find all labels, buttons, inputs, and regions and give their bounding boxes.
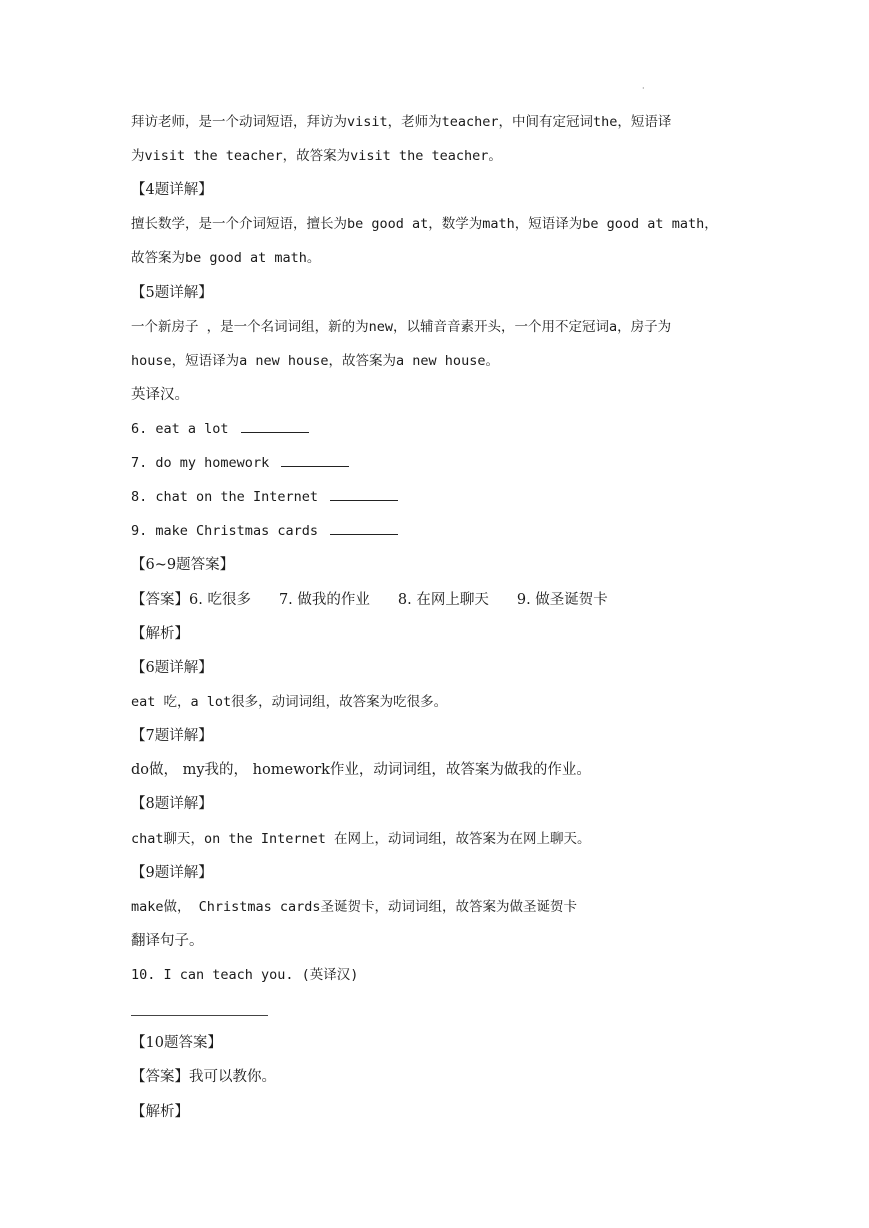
answer-heading-10: 【10题答案】 — [131, 1035, 222, 1051]
detail-heading-8: 【8题详解】 — [131, 796, 213, 812]
explanation-line-5b: house，短语译为a new house，故答案为a new house。 — [131, 353, 499, 369]
question-9 — [131, 521, 751, 541]
question-text: eat a lot — [155, 421, 229, 437]
question-7 — [131, 453, 751, 473]
explanation-line-4a: 擅长数学，是一个介词短语，擅长为be good at，数学为math，短语译为be good at math， — [131, 216, 718, 232]
answer-blank — [281, 454, 349, 467]
detail-heading-9: 【9题详解】 — [131, 865, 213, 881]
explanation-line-3a: 拜访老师，是一个动词短语，拜访为visit，老师为teacher，中间有定冠词the，短语译 — [131, 114, 672, 130]
analysis-heading-10: 【解析】 — [131, 1104, 189, 1120]
question-text: do my homework — [155, 455, 270, 471]
detail-heading-4: 【4题详解】 — [131, 182, 213, 198]
answer-label: 【答案】 — [131, 592, 189, 608]
explanation-line-3b: 为visit the teacher，故答案为visit the teacher。 — [131, 148, 502, 164]
question-6 — [131, 419, 751, 439]
detail-body-7: do做， my我的， homework作业，动词词组，故答案为做我的作业。 — [131, 762, 591, 778]
section-title-translate: 翻译句子。 — [131, 933, 204, 949]
question-10: 10. I can teach you. (英译汉) — [131, 967, 359, 983]
analysis-heading: 【解析】 — [131, 626, 189, 642]
question-number: 8. — [131, 489, 148, 505]
answer-blank-10 — [131, 1015, 268, 1016]
section-title-en-to-zh: 英译汉。 — [131, 387, 189, 403]
question-number: 6. — [131, 421, 148, 437]
question-text: make Christmas cards — [155, 523, 318, 539]
detail-heading-6: 【6题详解】 — [131, 660, 213, 676]
question-8 — [131, 487, 751, 507]
explanation-line-4b: 故答案为be good at math。 — [131, 250, 321, 266]
question-text: chat on the Internet — [155, 489, 318, 505]
answer-8: 8. 在网上聊天 — [397, 592, 489, 608]
answer-blank — [330, 488, 398, 501]
answer-7: 7. 做我的作业 — [278, 592, 370, 608]
answer-10: 【答案】我可以教你。 — [131, 1069, 276, 1085]
answer-6: 6. 吃很多 — [189, 592, 251, 608]
answer-heading-6-9: 【6~9题答案】 — [131, 557, 235, 573]
explanation-line-5a: 一个新房子 ，是一个名词词组，新的为new，以辅音音素开头，一个用不定冠词a，房子为 — [131, 319, 672, 335]
question-number: 9. — [131, 523, 148, 539]
detail-heading-5: 【5题详解】 — [131, 285, 213, 301]
question-number: 7. — [131, 455, 148, 471]
answer-line-6-9 — [131, 590, 751, 610]
answer-9: 9. 做圣诞贺卡 — [516, 592, 608, 608]
detail-body-8: chat聊天，on the Internet 在网上，动词词组，故答案为在网上聊天。 — [131, 831, 591, 847]
detail-body-9: make做， Christmas cards圣诞贺卡，动词词组，故答案为做圣诞贺卡 — [131, 899, 578, 915]
detail-heading-7: 【7题详解】 — [131, 728, 213, 744]
answer-blank — [330, 522, 398, 535]
answer-blank — [241, 420, 309, 433]
detail-body-6: eat 吃，a lot很多，动词词组，故答案为吃很多。 — [131, 694, 448, 710]
header-dot: · — [642, 84, 645, 93]
